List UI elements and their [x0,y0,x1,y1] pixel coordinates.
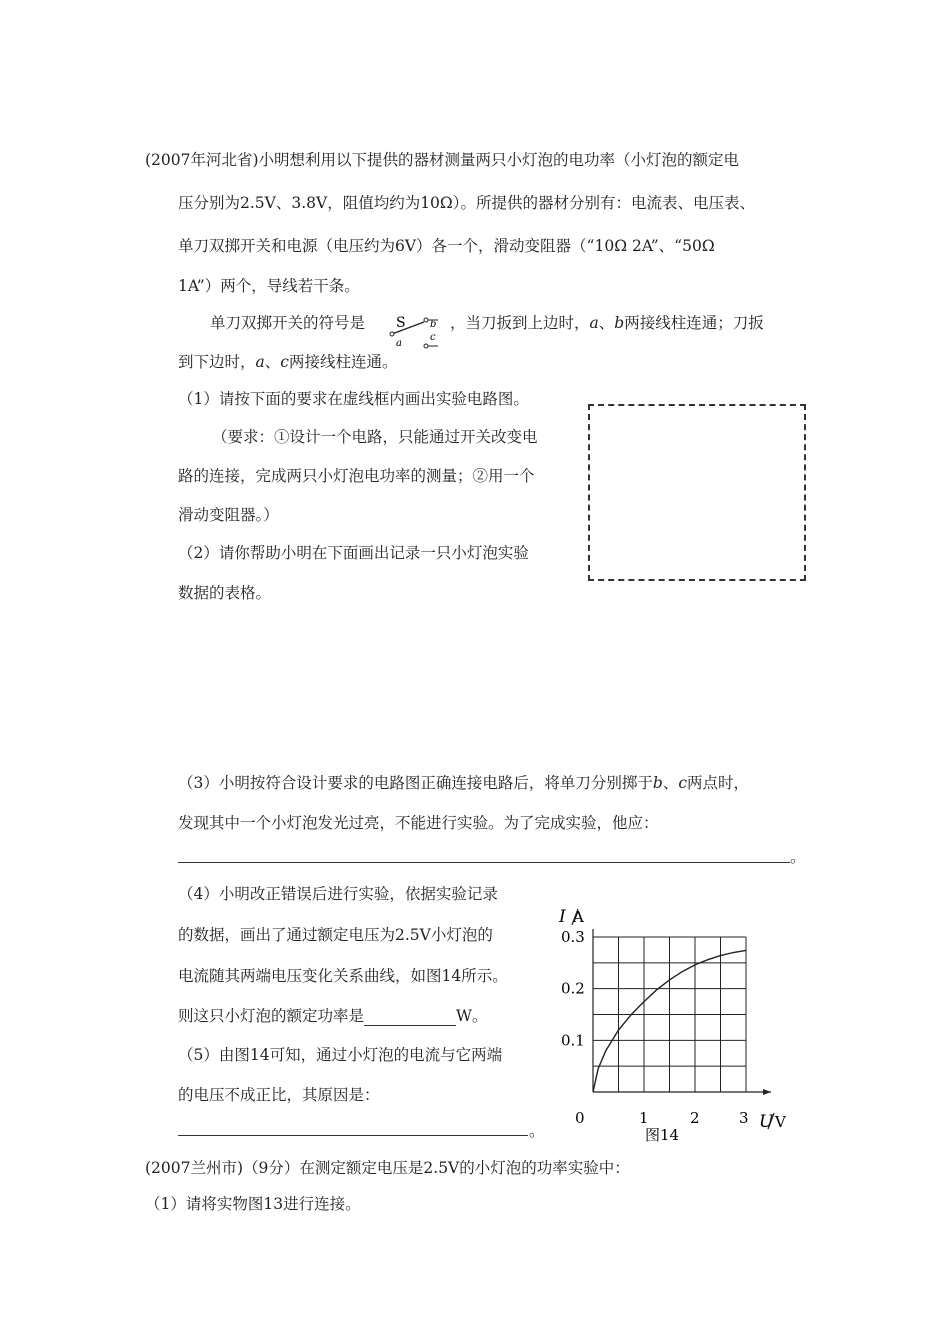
q4-line2: 的数据，画出了通过额定电压为2.5V小灯泡的 [178,926,493,944]
x-axis-arrow [763,1089,771,1095]
q4-line1: （4）小明改正错误后进行实验，依据实验记录 [178,885,498,903]
switch-desc: ，当刀扳到上边时，a、b两接线柱连通；刀扳 [450,314,764,332]
q1-line4: 滑动变阻器。） [178,506,279,524]
q4-line3: 电流随其两端电压变化关系曲线，如图14所示。 [178,967,508,985]
problem2-line2: （1）请将实物图13进行连接。 [145,1195,361,1213]
problem1-line4: 1A”）两个，导线若干条。 [178,277,360,295]
q1-line1: （1）请按下面的要求在虚线框内画出实验电路图。 [178,390,529,408]
problem2-line1: (2007兰州市)（9分）在测定额定电压是2.5V的小灯泡的功率实验中： [145,1159,630,1177]
q3-end-mark: 。 [790,848,806,866]
q4-power-blank[interactable] [364,1011,456,1026]
q5-line2: 的电压不成正比，其原因是： [178,1086,380,1104]
q3-line1: （3）小明按符合设计要求的电路图正确连接电路后，将单刀分别掷于b、c两点时， [178,774,750,792]
q4-line4: 则这只小灯泡的额定功率是 W。 [178,1007,488,1025]
x-tick-label: 3 [739,1109,749,1127]
figure-caption: 图14 [645,1126,680,1144]
y-tick-label: 0.1 [561,1031,585,1050]
iu-curve-chart [550,900,800,1160]
switch-label-c: c [430,332,436,343]
x-tick-label: 2 [690,1109,700,1127]
x-tick-label: 1 [639,1109,649,1127]
problem1-line2: 压分别为2.5V、3.8V，阻值均约为10Ω）。所提供的器材分别有：电流表、电压表、 [178,194,756,212]
y-axis-var: I [559,907,566,927]
problem1-line1: (2007年河北省)小明想利用以下提供的器材测量两只小灯泡的电功率（小灯泡的额定电 [145,151,740,169]
q3-line2: 发现其中一个小灯泡发光过亮，不能进行实验。为了完成实验，他应： [178,814,659,832]
problem1-line3: 单刀双掷开关和电源（电压约为6V）各一个，滑动变阻器（“10Ω 2A”、“50Ω [178,237,715,255]
switch-label-a: a [396,338,402,349]
q2-line1: （2）请你帮助小明在下面画出记录一只小灯泡实验 [178,544,529,562]
origin-label: 0 [575,1109,585,1127]
q2-line2: 数据的表格。 [178,584,272,602]
q1-line3: 路的连接，完成两只小灯泡电功率的测量；②用一个 [178,467,535,485]
q5-answer-blank[interactable] [178,1135,528,1136]
switch-label-s: S [396,315,406,331]
q5-end-mark: 。 [529,1122,545,1140]
q1-line2: （要求：①设计一个电路，只能通过开关改变电 [212,428,538,446]
circuit-drawing-box[interactable] [588,404,806,581]
x-axis-var: U [759,1112,774,1132]
y-tick-label: 0.3 [561,928,585,946]
q5-line1: （5）由图14可知，通过小灯泡的电流与它两端 [178,1046,503,1064]
switch-label-b: b [430,319,437,330]
switch-desc-line2: 到下边时，a、c两接线柱连通。 [178,353,398,371]
switch-intro: 单刀双掷开关的符号是 [210,314,366,332]
chart-grid [593,937,746,1092]
chart-axes [572,909,774,1129]
y-tick-label: 0.2 [561,979,585,998]
q3-answer-blank[interactable] [178,862,790,863]
spdt-switch-symbol [384,306,444,352]
x-axis-unit: V [775,1113,786,1131]
y-axis-unit: A [573,908,584,926]
